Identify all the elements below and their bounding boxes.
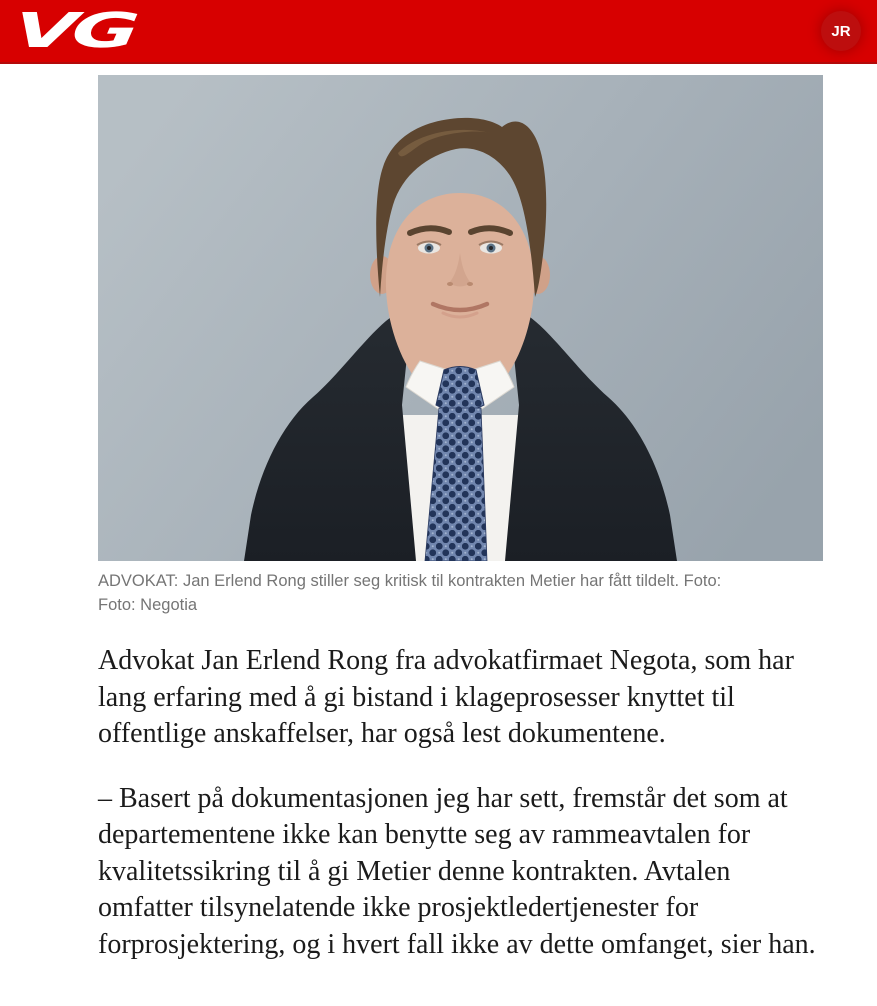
profile-badge[interactable] xyxy=(821,11,861,51)
article-paragraph: Advokat Jan Erlend Rong fra advokatfirmaet Negota, som har lang erfaring med å gi bistand i klageprosesser knyttet til offentlige anskaffelser, har også lest dokumentene. xyxy=(98,645,794,749)
article xyxy=(0,75,877,963)
article-body xyxy=(98,643,824,963)
article-image[interactable] xyxy=(98,75,823,561)
profile-badge-initials: JR xyxy=(831,22,851,40)
article-paragraph: – Basert på dokumentasjonen jeg har sett, fremstår det som at departementene ikke kan benytte seg av rammeavtalen for kvalitetssikring til å gi Metier denne kontrakten. Avtalen omfatter tilsynelatende ikke prosjektledertjenester for forprosjektering, og i hvert fall ikke av dette omfanget, sier han. xyxy=(98,782,816,960)
image-caption xyxy=(98,569,823,617)
article-figure xyxy=(98,75,877,617)
image-caption-line2: Foto: Negotia xyxy=(98,596,198,614)
image-caption-line1: ADVOKAT: Jan Erlend Rong stiller seg kritisk til kontrakten Metier har fått tildelt. Foto: xyxy=(98,572,722,590)
site-header xyxy=(0,0,877,64)
vg-logo[interactable]: VG xyxy=(11,3,137,59)
portrait-photo-illustration xyxy=(98,75,823,561)
